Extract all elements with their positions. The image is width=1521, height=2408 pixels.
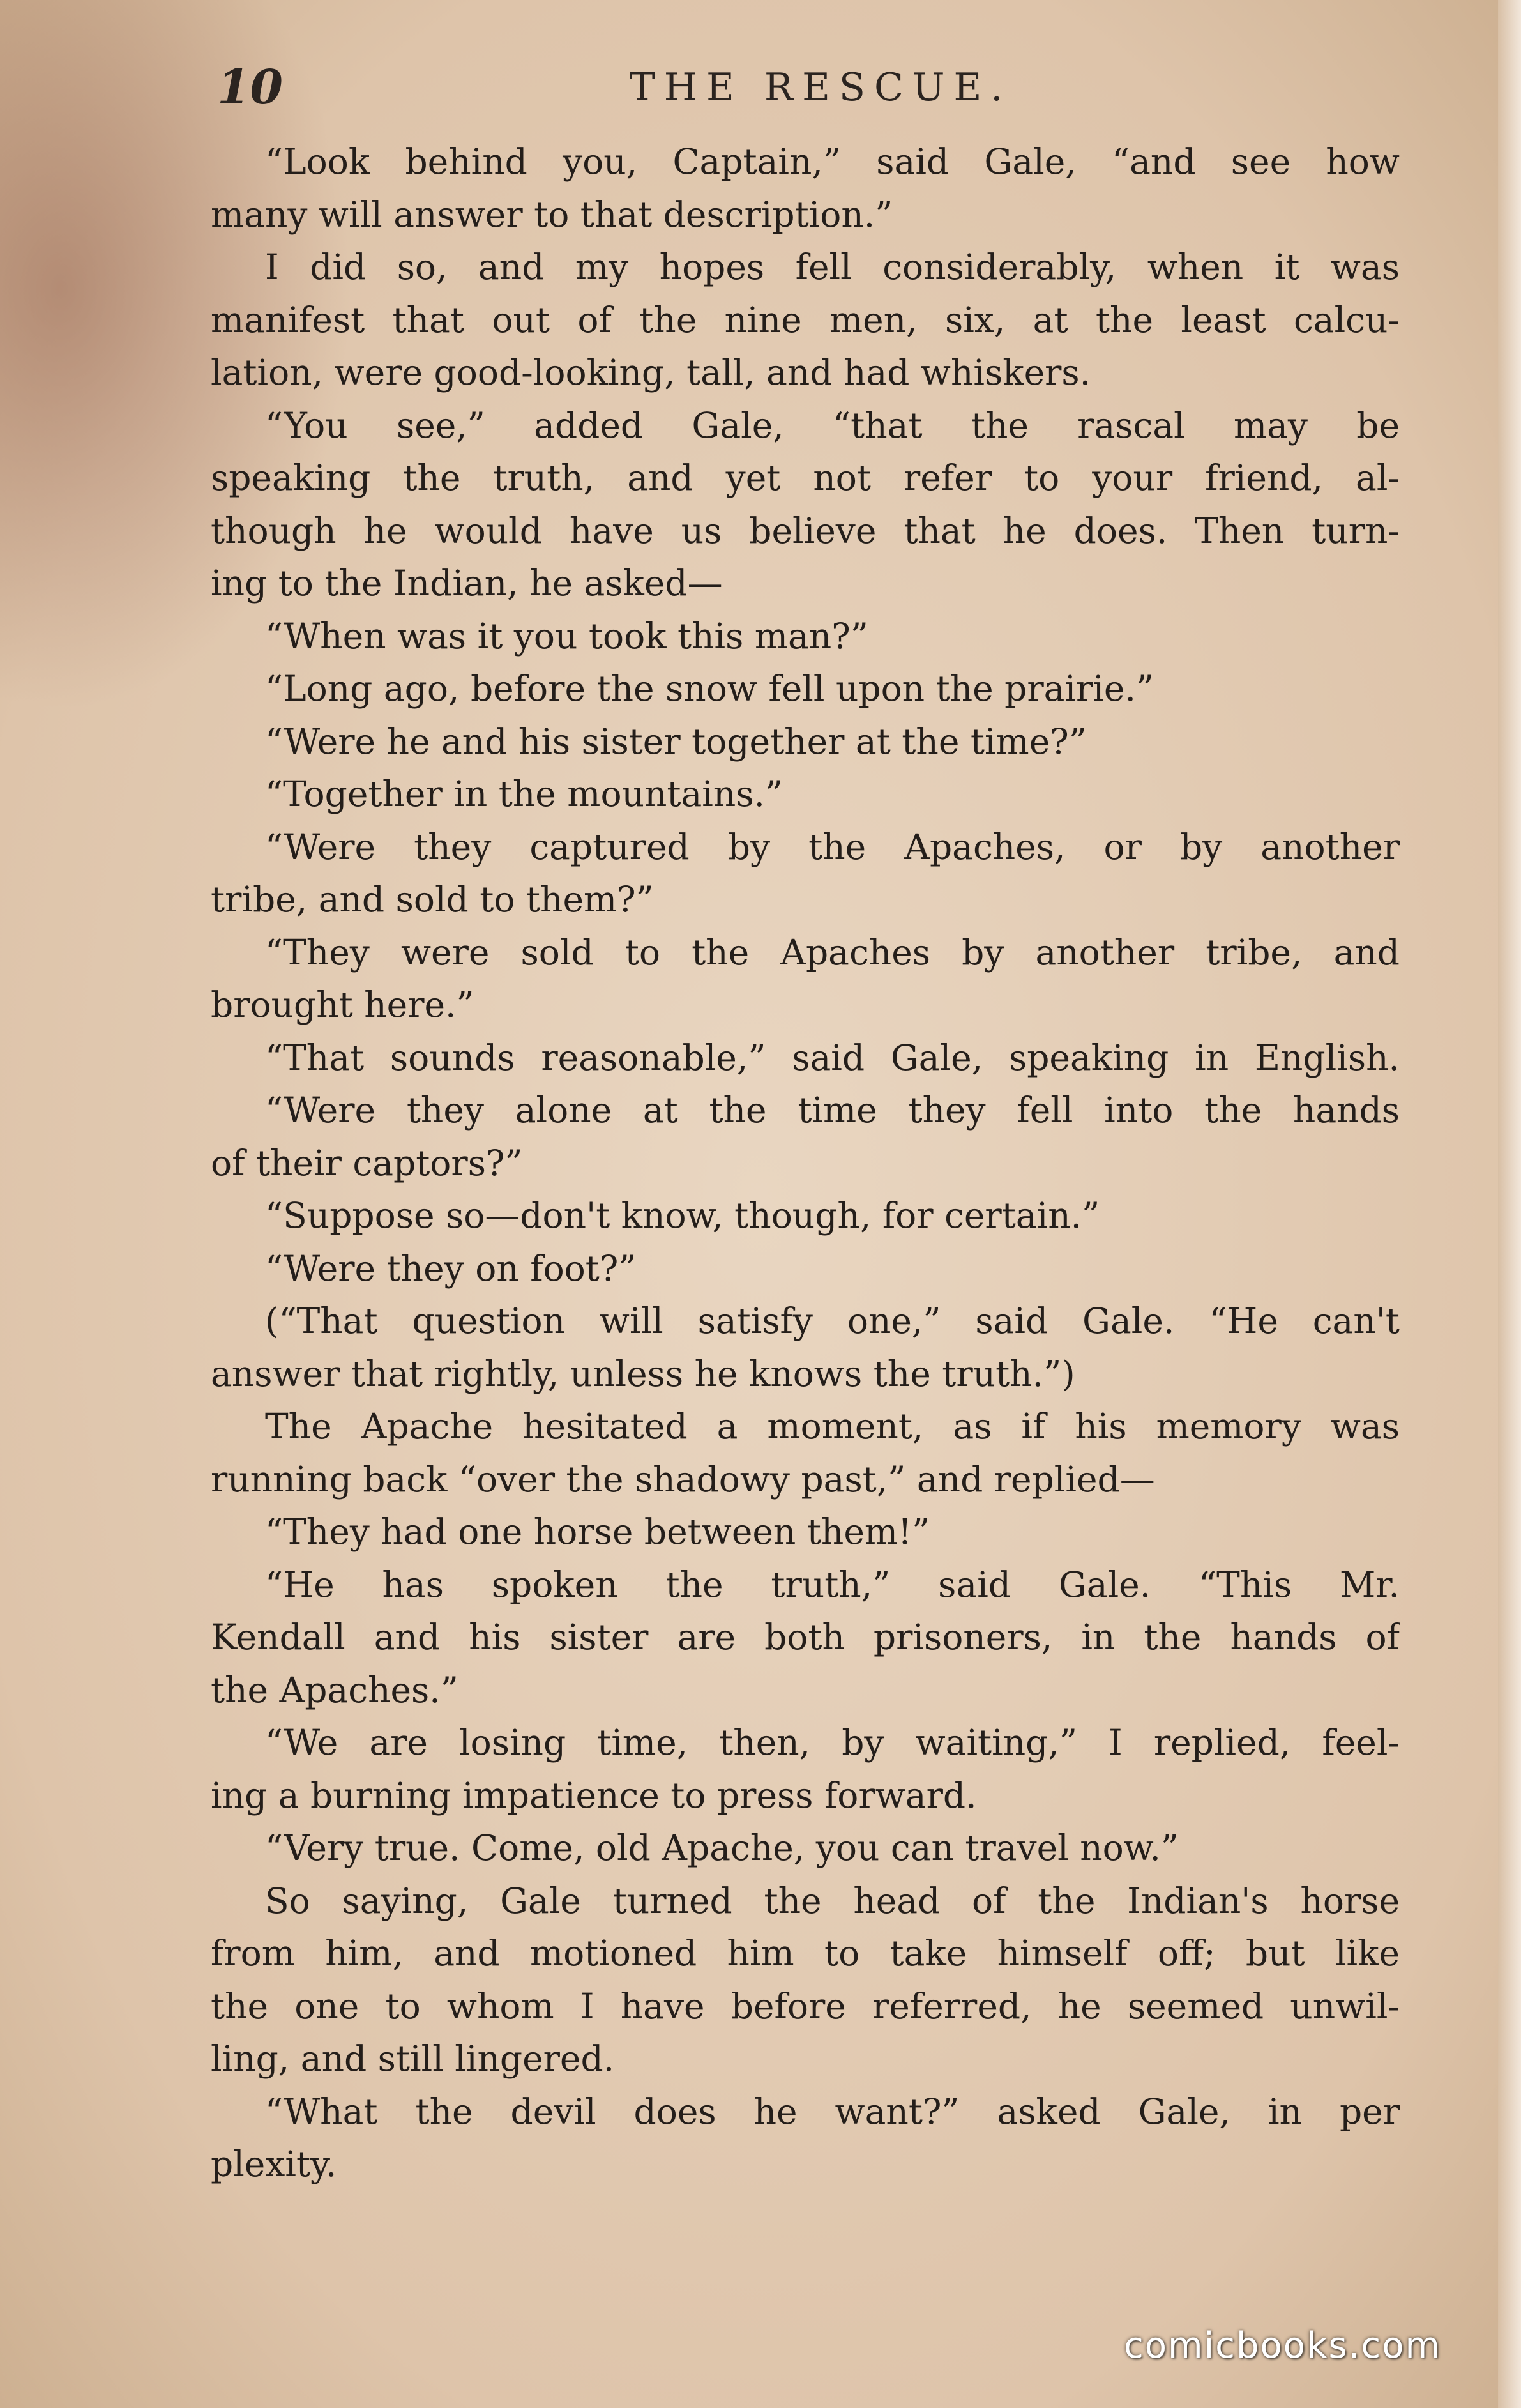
- text-line: “What the devil does he want?” asked Gale, in per: [265, 2091, 1400, 2132]
- text-line: “When was it you took this man?”: [265, 615, 868, 657]
- text-line: “Long ago, before the snow fell upon the prairie.”: [265, 668, 1154, 709]
- text-line: “Were they captured by the Apaches, or by another: [265, 826, 1400, 867]
- text-line: lation, were good-looking, tall, and had whiskers.: [211, 352, 1091, 393]
- page-number: 10: [217, 60, 283, 115]
- running-title: THE RESCUE.: [629, 65, 1012, 110]
- text-line: tribe, and sold to them?”: [211, 879, 654, 920]
- text-line: “Suppose so—don't know, though, for certain.”: [265, 1195, 1100, 1236]
- text-line: running back “over the shadowy past,” and replied—: [211, 1458, 1155, 1500]
- text-line: from him, and motioned him to take himself off; but like: [211, 1933, 1400, 1974]
- body-text: [211, 135, 1400, 2191]
- text-line: “They were sold to the Apaches by another tribe, and: [265, 931, 1400, 973]
- text-line: “Look behind you, Captain,” said Gale, “and see how: [265, 141, 1400, 182]
- text-line: the one to whom I have before referred, he seemed unwil-: [211, 1985, 1400, 2027]
- text-line: “Very true. Come, old Apache, you can travel now.”: [265, 1827, 1179, 1868]
- text-line: “That sounds reasonable,” said Gale, speaking in English.: [265, 1037, 1400, 1078]
- text-line: ling, and still lingered.: [211, 2038, 615, 2079]
- text-line: ing to the Indian, he asked—: [211, 563, 723, 604]
- text-line: “Were he and his sister together at the time?”: [265, 720, 1087, 762]
- text-line: brought here.”: [211, 984, 474, 1025]
- text-line: many will answer to that description.”: [211, 194, 893, 235]
- text-line: plexity.: [211, 2144, 337, 2184]
- text-line: “Were they alone at the time they fell into the hands: [265, 1090, 1400, 1131]
- text-line: “He has spoken the truth,” said Gale. “This Mr.: [265, 1564, 1400, 1605]
- text-line: manifest that out of the nine men, six, at the least calcu-: [211, 299, 1400, 340]
- text-line: of their captors?”: [211, 1142, 523, 1184]
- text-line: The Apache hesitated a moment, as if his memory was: [265, 1406, 1400, 1447]
- text-line: “They had one horse between them!”: [265, 1511, 930, 1552]
- text-line: “You see,” added Gale, “that the rascal may be: [265, 404, 1400, 446]
- text-line: (“That question will satisfy one,” said Gale. “He can't: [265, 1300, 1400, 1341]
- text-line: “We are losing time, then, by waiting,” I replied, feel-: [265, 1722, 1400, 1763]
- text-line: So saying, Gale turned the head of the Indian's horse: [265, 1880, 1400, 1921]
- text-line: I did so, and my hopes fell considerably, when it was: [265, 247, 1400, 287]
- watermark-text: comicbooks.com: [1124, 2325, 1442, 2366]
- text-line: speaking the truth, and yet not refer to your friend, al-: [211, 457, 1400, 498]
- text-line: “Together in the mountains.”: [265, 773, 783, 814]
- text-line: “Were they on foot?”: [265, 1247, 637, 1289]
- text-line: ing a burning impatience to press forward.: [211, 1774, 977, 1816]
- running-head: [217, 59, 1424, 116]
- text-line: though he would have us believe that he does. Then turn-: [211, 510, 1400, 551]
- text-line: Kendall and his sister are both prisoners, in the hands of: [211, 1617, 1400, 1657]
- page-edge: [1498, 0, 1521, 2408]
- text-line: answer that rightly, unless he knows the truth.”): [211, 1353, 1075, 1394]
- text-line: the Apaches.”: [211, 1669, 458, 1711]
